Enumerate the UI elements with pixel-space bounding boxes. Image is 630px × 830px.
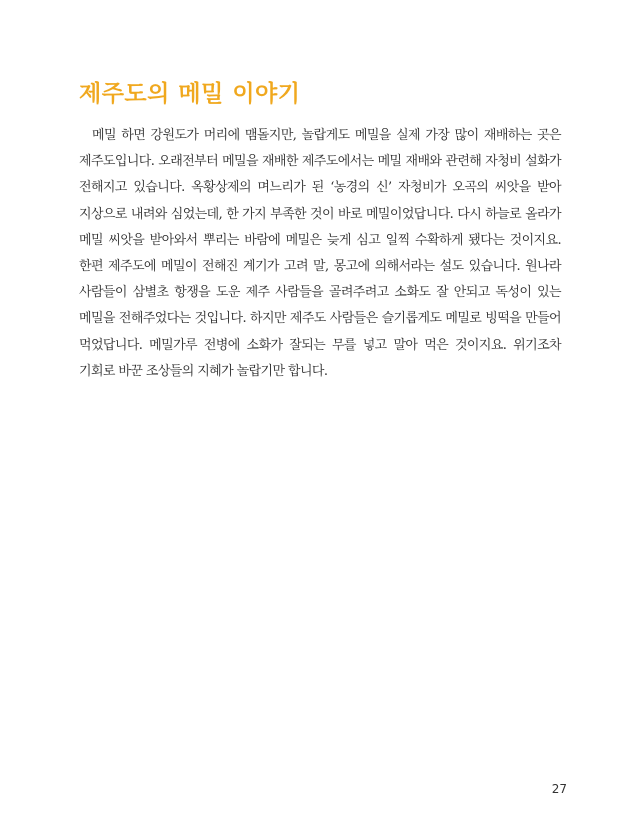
page-number: 27 bbox=[551, 782, 567, 796]
section-title: 제주도의 메밀 이야기 bbox=[79, 81, 301, 107]
body-paragraph: 메밀 하면 강원도가 머리에 맴돌지만, 놀랍게도 메밀을 실제 가장 많이 재배하는 곳은 제주도입니다. 오래전부터 메밀을 재배한 제주도에서는 메밀 재배와 관련해 자청비 설화가 전해지고 있습니다. 옥황상제의 며느리가 된 ‘농경의 신’ 자청비가 오곡의 씨앗을 받아 지상으로 내려와 심었는데, 한 가지 부족한 것이 바로 메밀이었답니다. 다시 하늘로 올라가 메밀 씨앗을 받아와서 뿌리는 바람에 메밀은 늦게 심고 일찍 수확하게 됐다는 것이지요. 한편 제주도에 메밀이 전해진 계기가 고려 말, 몽고에 의해서라는 설도 있습니다. 원나라 사람들이 삼별초 항쟁을 도운 제주 사람들을 골려주려고 소화도 잘 안되고 독성이 있는 메밀을 전해주었다는 것입니다. 하지만 제주도 사람들은 슬기롭게도 메밀로 빙떡을 만들어 먹었답니다. 메밀가루 전병에 소화가 잘되는 무를 넣고 말아 먹은 것이지요. 위기조차 기회로 바꾼 조상들의 지혜가 놀랍기만 합니다. bbox=[79, 128, 561, 379]
